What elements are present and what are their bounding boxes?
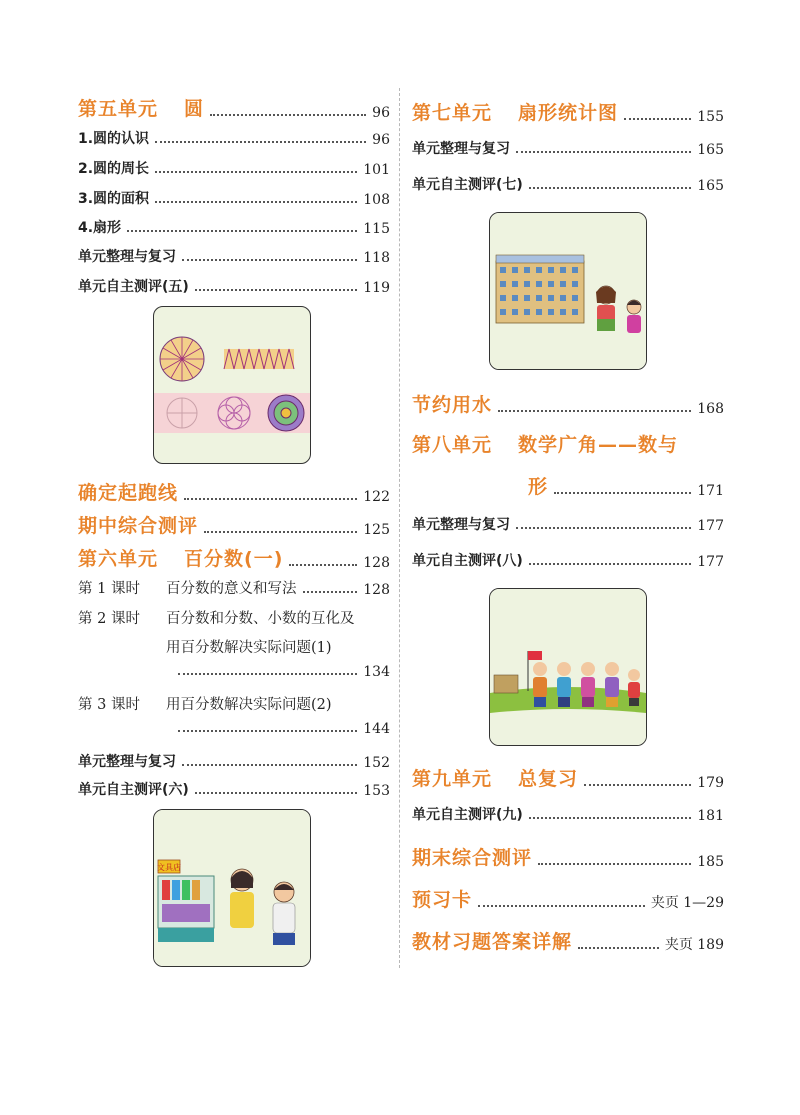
sector-circle [160, 337, 204, 381]
leader-dots [289, 564, 357, 566]
toc-lesson-1[interactable] [78, 128, 390, 148]
entry-title: 单元自主测评(九) [412, 807, 523, 823]
child-1 [533, 662, 547, 707]
leader-dots [516, 151, 691, 153]
shop-drawing [154, 810, 310, 966]
leader-dots [182, 764, 357, 766]
toc-test-8[interactable] [412, 550, 724, 570]
page-number: 128 [363, 582, 390, 598]
toc-unit-5[interactable] [78, 94, 390, 121]
toc-unit-8-line2 [412, 472, 724, 499]
toc-test-5[interactable] [78, 276, 390, 296]
rearranged-strip [224, 349, 294, 369]
page-number: 125 [363, 522, 390, 538]
entry-title: 单元整理与复习 [412, 517, 510, 533]
unit-title: 第八单元 数学广角——数与 [412, 434, 679, 456]
page-number: 181 [697, 808, 724, 824]
toc-unit-6[interactable] [78, 544, 390, 571]
page-number: 185 [697, 854, 724, 870]
toc-lesson-period-2[interactable] [78, 607, 390, 628]
toc-lesson-2[interactable] [78, 158, 390, 178]
unit-title: 第七单元 扇形统计图 [412, 102, 619, 124]
page-number: 144 [363, 721, 390, 737]
leader-dots [498, 410, 691, 412]
apartment-block [496, 255, 584, 323]
child-3 [581, 662, 595, 707]
entry-title: 确定起跑线 [78, 482, 179, 504]
page-number: 夹页 189 [664, 937, 724, 953]
toc-review-7[interactable] [412, 138, 724, 158]
toc-lesson-period-2-page [78, 664, 390, 680]
building-drawing [490, 213, 646, 369]
pattern-3 [268, 395, 304, 431]
page-number: 179 [697, 775, 724, 791]
page-number: 115 [363, 221, 390, 237]
leader-dots [182, 259, 357, 261]
page-number: 171 [697, 483, 724, 499]
circle-drawings [154, 307, 310, 463]
leader-dots [529, 563, 691, 565]
page-number: 165 [697, 178, 724, 194]
entry-title: 教材习题答案详解 [412, 931, 573, 953]
toc-lesson-3[interactable] [78, 188, 390, 208]
child-4 [605, 662, 619, 707]
girl-figure [596, 286, 616, 331]
toc-lesson-4[interactable] [78, 217, 390, 237]
leader-dots [538, 863, 691, 865]
entry-title: 3.圆的面积 [78, 191, 150, 207]
page-number: 101 [363, 162, 390, 178]
page-number: 165 [697, 142, 724, 158]
child-figure [627, 300, 641, 333]
column-divider [399, 88, 400, 968]
entry-title: 节约用水 [412, 394, 493, 416]
entry-title: 预习卡 [412, 889, 473, 911]
toc-test-6[interactable] [78, 779, 390, 799]
unit-title: 第五单元 圆 [78, 98, 205, 120]
leader-dots [155, 141, 366, 143]
unit-title-continued: 形 [528, 476, 549, 498]
toc-review-8[interactable] [412, 514, 724, 534]
entry-title: 单元自主测评(五) [78, 279, 189, 295]
unit-title: 第九单元 总复习 [412, 768, 579, 790]
leader-dots [127, 230, 357, 232]
page-number: 夹页 1—29 [650, 895, 724, 911]
toc-test-9[interactable] [412, 804, 724, 824]
leader-dots [516, 527, 691, 529]
page-number: 128 [363, 555, 390, 571]
page-number: 119 [363, 280, 390, 296]
entry-title: 单元整理与复习 [412, 141, 510, 157]
leader-dots [554, 492, 691, 494]
toc-midterm[interactable] [78, 511, 390, 538]
entry-title: 单元整理与复习 [78, 249, 176, 265]
page-number: 108 [363, 192, 390, 208]
leader-dots [578, 947, 659, 949]
leader-dots [195, 792, 357, 794]
entry-title: 1.圆的认识 [78, 131, 150, 147]
leader-dots [584, 784, 691, 786]
leader-dots [529, 187, 691, 189]
circle-illustration [153, 306, 311, 464]
entry-title: 第 2 课时 百分数和分数、小数的互化及 [78, 611, 355, 627]
children-drawing [490, 589, 646, 745]
children-walking-illustration [489, 588, 647, 746]
pattern-1 [167, 398, 197, 428]
entry-title: 2.圆的周长 [78, 161, 150, 177]
toc-review-6[interactable] [78, 751, 390, 771]
toc-lesson-period-3[interactable] [78, 693, 390, 714]
unit-title: 第六单元 百分数(一) [78, 548, 284, 570]
child-5 [628, 669, 640, 706]
toc-start-line[interactable] [78, 478, 390, 505]
entry-title: 期中综合测评 [78, 515, 199, 537]
page-number: 177 [697, 554, 724, 570]
page-number: 134 [363, 664, 390, 680]
toc-review-5[interactable] [78, 246, 390, 266]
page-number: 96 [372, 105, 390, 121]
toc-lesson-period-3-page [78, 721, 390, 737]
toc-unit-9[interactable] [412, 764, 724, 791]
leader-dots [204, 531, 357, 533]
page-number: 96 [372, 132, 390, 148]
leader-dots [155, 171, 357, 173]
page-number: 153 [363, 783, 390, 799]
entry-title: 单元自主测评(八) [412, 553, 523, 569]
toc-preview-card[interactable] [412, 885, 724, 912]
page-number: 177 [697, 518, 724, 534]
leader-dots [210, 114, 366, 116]
child-2 [557, 662, 571, 707]
toc-lesson-period-2-line2 [78, 636, 390, 657]
toc-final-exam[interactable] [412, 843, 724, 870]
page-number: 152 [363, 755, 390, 771]
toc-answers[interactable] [412, 927, 724, 954]
leader-dots [184, 498, 357, 500]
entry-title: 第 1 课时 百分数的意义和写法 [78, 581, 297, 597]
leader-dots [155, 201, 357, 203]
customer-boy [273, 882, 295, 945]
toc-test-7[interactable] [412, 174, 724, 194]
entry-title: 单元整理与复习 [78, 754, 176, 770]
leader-dots [303, 591, 358, 593]
page-number: 155 [697, 109, 724, 125]
leader-dots [195, 289, 357, 291]
entry-title: 期末综合测评 [412, 847, 533, 869]
entry-title: 第 3 课时 用百分数解决实际问题(2) [78, 697, 332, 713]
entry-title-continued: 用百分数解决实际问题(1) [166, 640, 332, 656]
page-number: 168 [697, 401, 724, 417]
page-number: 122 [363, 489, 390, 505]
toc-save-water[interactable] [412, 390, 724, 417]
entry-title: 4.扇形 [78, 220, 122, 236]
leader-dots [178, 730, 357, 732]
entry-title: 单元自主测评(七) [412, 177, 523, 193]
page-number: 118 [363, 250, 390, 266]
shopkeeper [230, 869, 254, 928]
stationery-shop-illustration [153, 809, 311, 967]
toc-lesson-period-1[interactable] [78, 577, 390, 598]
leader-dots [624, 118, 691, 120]
building-illustration [489, 212, 647, 370]
booth [494, 675, 518, 693]
leader-dots [478, 905, 645, 907]
entry-title: 单元自主测评(六) [78, 782, 189, 798]
toc-unit-7[interactable] [412, 98, 724, 125]
toc-unit-8[interactable] [412, 430, 724, 457]
leader-dots [178, 673, 357, 675]
leader-dots [529, 817, 691, 819]
shop-sign-text: 文具店 [157, 863, 181, 872]
